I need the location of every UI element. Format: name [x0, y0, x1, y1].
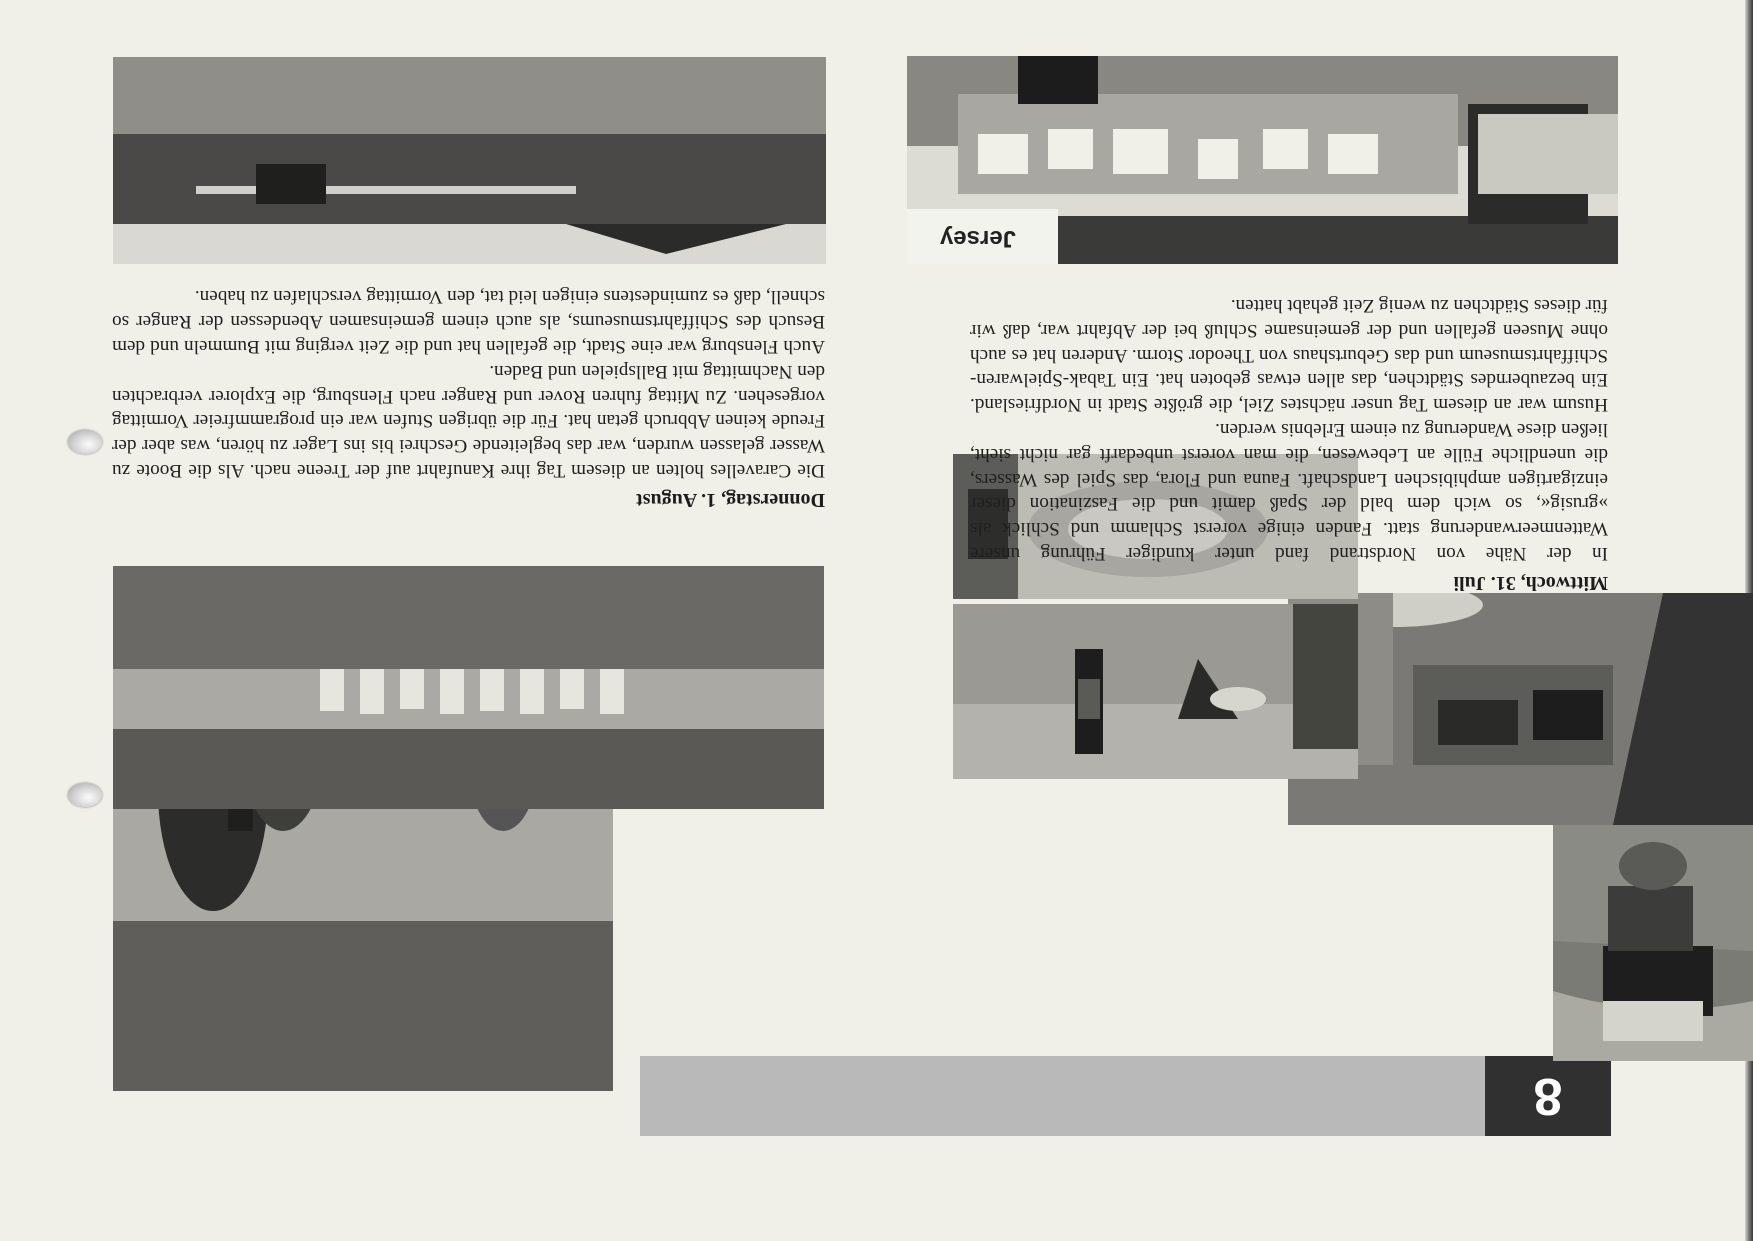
- photo-wattwanderer-closeup: [1553, 804, 1753, 1061]
- heading-donnerstag: Donnerstag, 1. August: [636, 489, 825, 511]
- photo-canoe-river: [113, 57, 826, 264]
- paragraph-husum: Husum war an diesem Tag unser nächstes Ziel, die größte Stadt in Nordfriesland. Ein bezauberndes Städtchen, das allen etwas geboten hat. Ein Tabak-Spielwaren-Schiffahrtsmuseum und das Geburtshaus von Theodor Storm. Anderen hat es auch ohne Museen gefallen und der gemeinsame Schluß bei der Abfahrt war, daß wir für dieses Städtchen zu wenig Zeit gehabt hatten.: [970, 295, 1608, 416]
- paragraph-kanufahrt: Die Caravelles holten an diesem Tag ihre Kanufahrt auf der Treene nach. Als die Boote zu Wasser gelassen wurden, war das begleitende Geschrei bis ins Lager zu hören, was aber der Freude keinen Abbruch getan hat. Für die übrigen Stufen war ein programmfreier Vormittag vorgesehen. Zu Mittag fuhren Rover und Ranger nach Flensburg, die Explorer verbrachten den Nachmittag mit Ballspielen und Baden.: [112, 360, 825, 481]
- photo-sign-text: Jersey: [939, 225, 1017, 252]
- heading-mittwoch: Mittwoch, 31. Juli: [1453, 572, 1608, 594]
- punch-hole-top: [68, 783, 102, 807]
- photo-husum-harbour: [907, 56, 1618, 264]
- paragraph-flensburg: Auch Flensburg war eine Stadt, die gefallen hat und die Zeit verging mit Bummeln und dem Besuch des Schiffahrtsmuseums, als auch einem gemeinsamen Abendessen der Ranger so schnell, daß es zumindestens einigen leid tat, den Vormittag verschlafen zu haben.: [112, 286, 825, 358]
- paragraph-wattwanderung: In der Nähe von Nordstrand fand unter kundiger Führung unsere Wattenmeerwanderung statt. Fanden einige vorerst Schlamm und Schlick als »grusig«, so wich dem bald der Spaß damit und die Faszination dieser einzigartigen amphibischen Landschaft. Fauna und Flora, das Spiel des Wassers, die unendliche Fülle an Lebewesen, die man vorerst unbedarft gar nicht sieht, ließen diese Wanderung zu einem Erlebnis werden.: [970, 419, 1608, 564]
- photo-wattwanderung-group: [953, 604, 1358, 779]
- text-donnerstag: [112, 284, 825, 482]
- text-mittwoch: [970, 292, 1608, 565]
- page-number-bar: [640, 1056, 1485, 1136]
- page-number: 8: [1485, 1056, 1611, 1136]
- photo-group-boat: [113, 566, 824, 809]
- punch-hole-bottom: [68, 430, 102, 454]
